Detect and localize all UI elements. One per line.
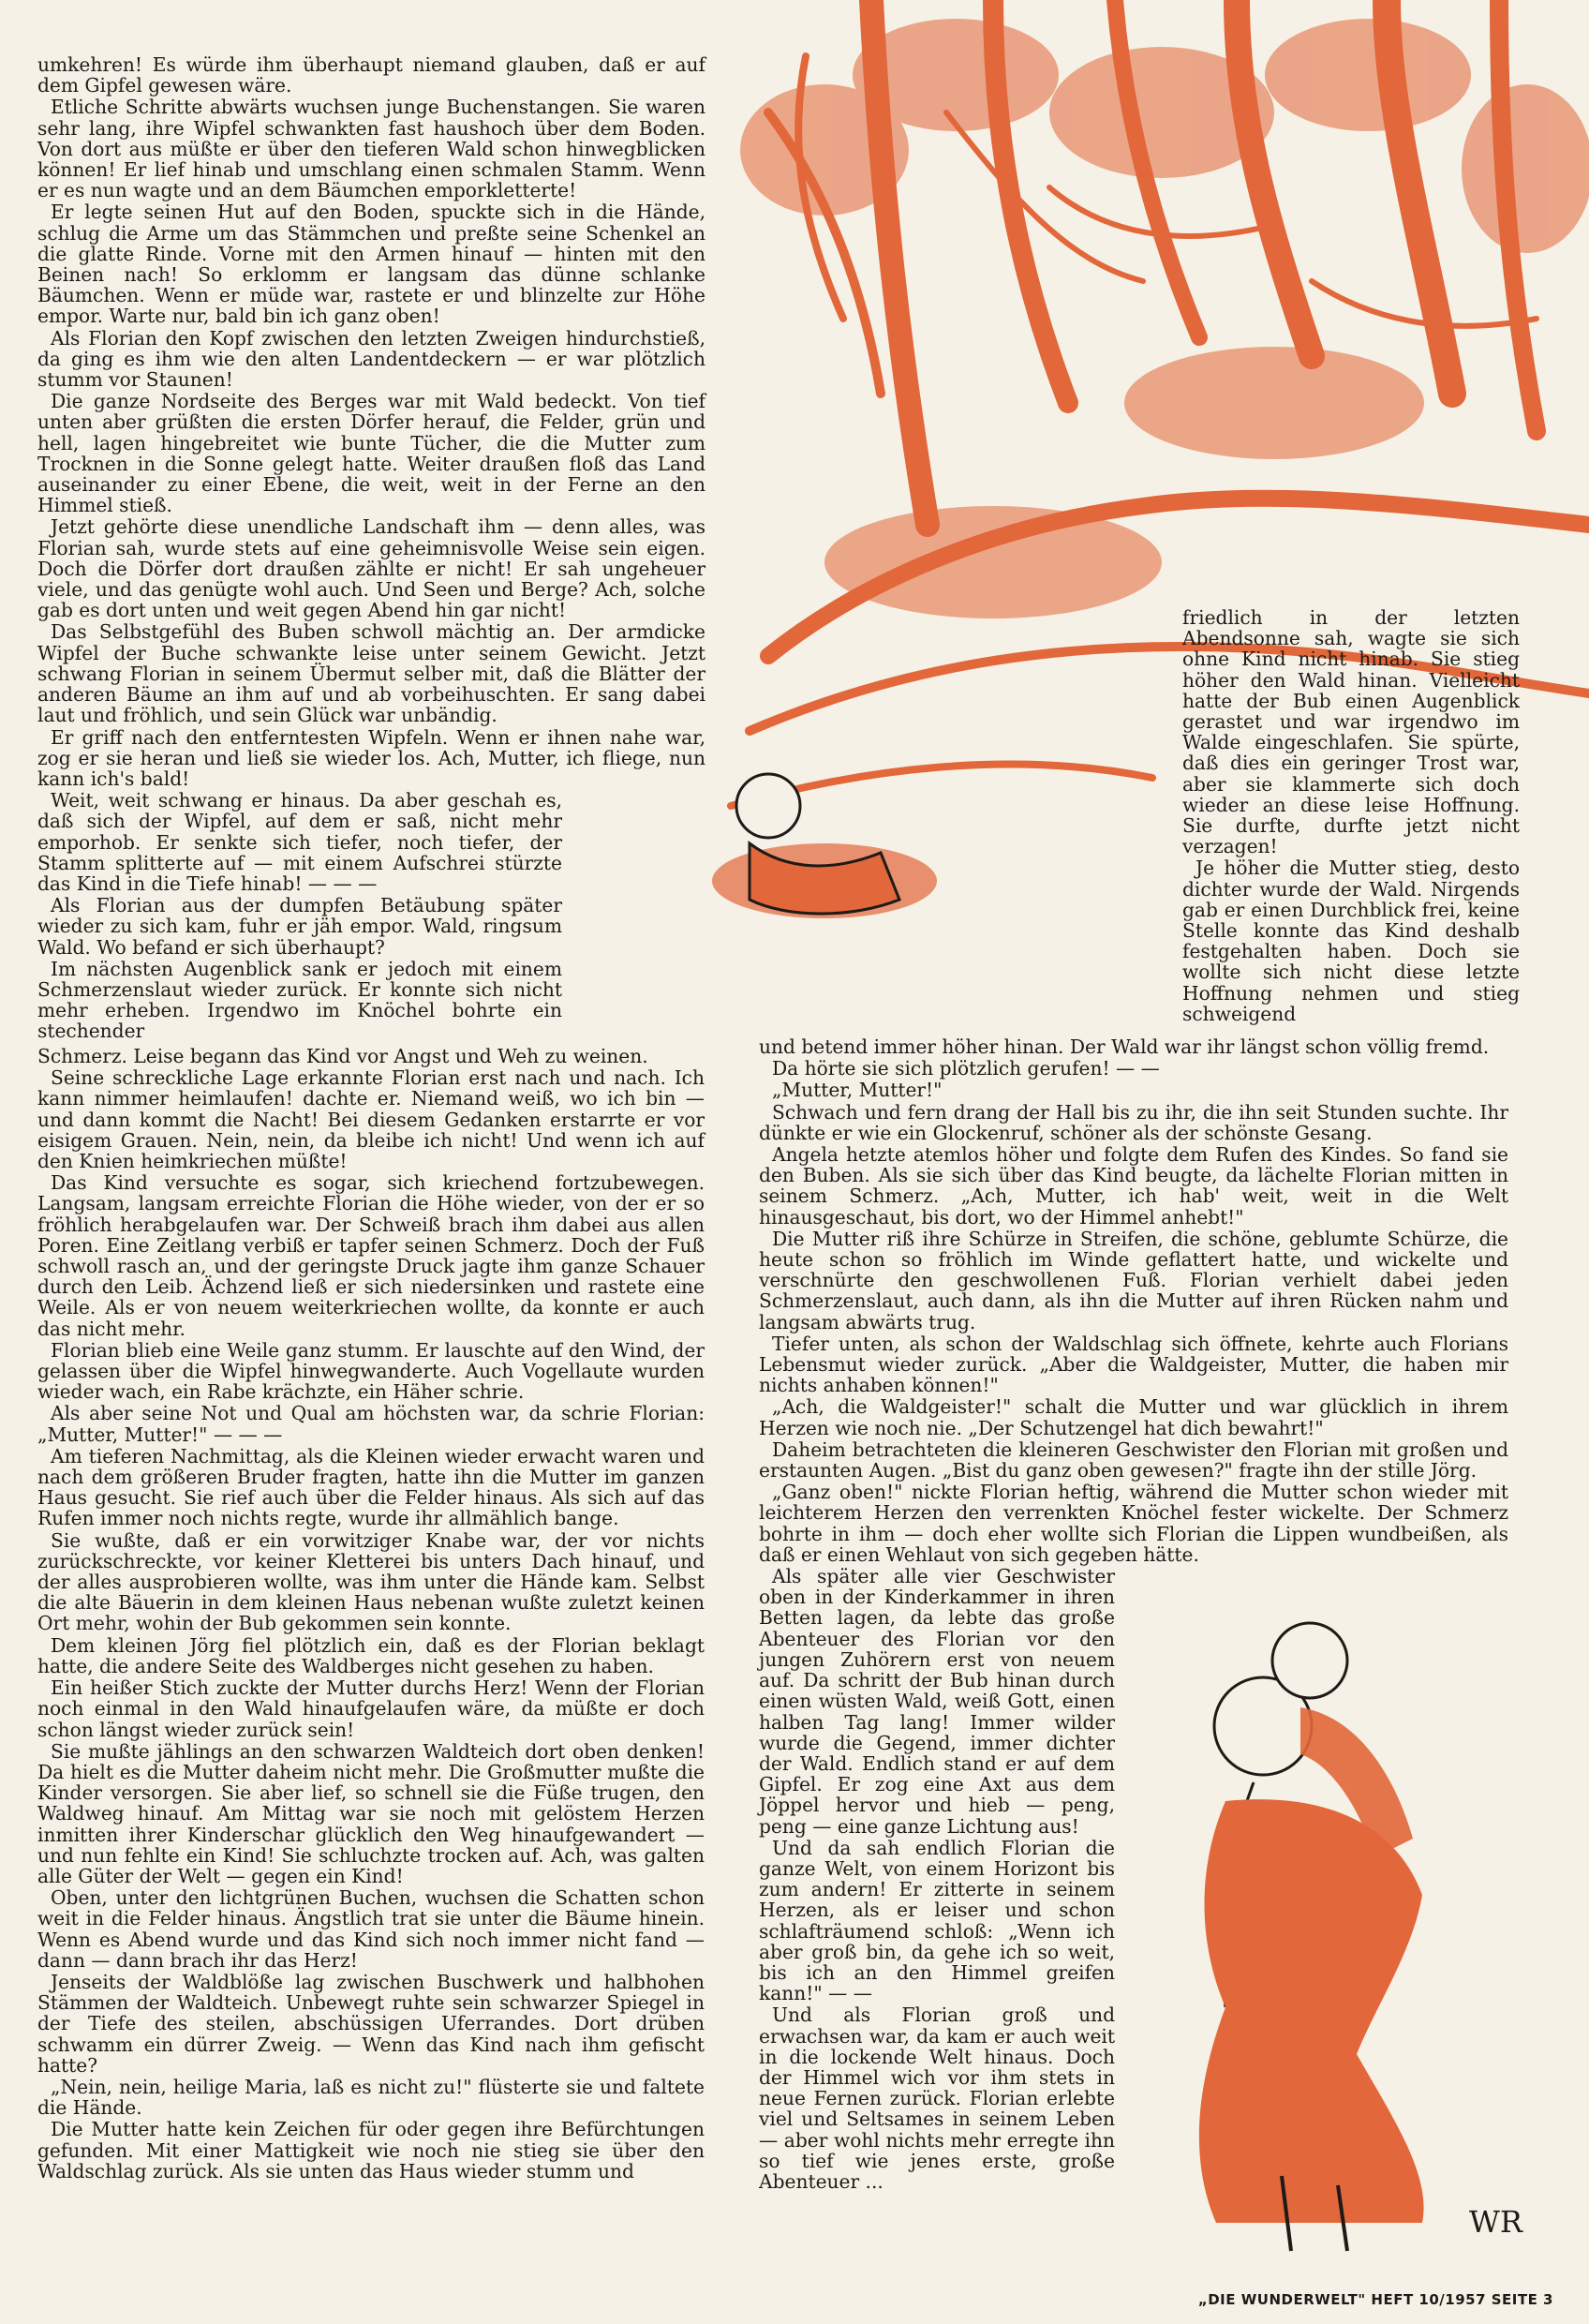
paragraph: Als später alle vier Geschwister oben in der Kinderkammer in ihren Betten lagen, da lebte das große Abenteuer des Florian vor den jungen Zuhörern erst von neuem auf. Da schritt der Bub hinan durch einen wüsten Wald, weiß Gott, einen halben Tag lang! Immer wilder wurde die Gegend, immer dichter der Wald. Endlich stand er auf dem Gipfel. Er zog eine Axt aus dem Jöppel hervor und hieb — peng, peng — eine ganze Lichtung aus!	[759, 1565, 1115, 1838]
left-column	[37, 54, 705, 1043]
paragraph: „Ach, die Waldgeister!" schalt die Mutter und war glücklich in ihrem Herzen wie noch nie. „Der Schutzengel hat dich bewahrt!"	[759, 1395, 1508, 1439]
paragraph: Ein heißer Stich zuckte der Mutter durchs Herz! Wenn der Florian noch einmal in den Wald hinaufgelaufen wäre, da müßte er doch schon längst wieder zurück sein!	[37, 1676, 705, 1741]
paragraph: Im nächsten Augenblick sank er jedoch mit einem Schmerzenslaut wieder zurück. Er konnte sich nicht mehr erheben. Irgendwo im Knöchel bohrte ein stechender	[37, 957, 562, 1043]
paragraph: Schmerz. Leise begann das Kind vor Angst und Weh zu weinen.	[37, 1045, 648, 1067]
page-footer: „DIE WUNDERWELT" HEFT 10/1957 SEITE 3	[1197, 2291, 1553, 2308]
paragraph: und betend immer höher hinan. Der Wald war ihr längst schon völlig fremd.	[759, 1035, 1490, 1058]
paragraph: Dem kleinen Jörg fiel plötzlich ein, daß es der Florian beklagt hatte, die andere Seite des Waldberges nicht gesehen zu haben.	[37, 1633, 705, 1677]
paragraph: Tiefer unten, als schon der Waldschlag sich öffnete, kehrte auch Florians Lebensmut wieder zurück. „Aber die Waldgeister, Mutter, die haben mir nichts anhaben können!"	[759, 1332, 1508, 1397]
paragraph: Jetzt gehörte diese unendliche Landschaft ihm — denn alles, was Florian sah, wurde stets auf eine geheimnisvolle Weise sein eigen. Doch die Dörfer dort draußen zählte er nicht! Er sah ungeheuer viele, und das genügte wohl auch. Und Seen und Berge? Ach, solche gab es dort unten und weit gegen Abend hin gar nicht!	[37, 515, 705, 622]
artist-signature: WR	[1469, 2204, 1522, 2240]
paragraph: Seine schreckliche Lage erkannte Florian erst nach und nach. Ich kann nimmer heimlaufen! dachte er. Niemand weiß, wo ich bin — und dann kommt die Nacht! Bei diesem Gedanken erstarrte er vor eisigem Grauen. Nein, nein, da bleibe ich nicht! Und wenn ich auf den Knien heimkriechen müßte!	[37, 1066, 705, 1173]
wide-right-column	[759, 1036, 1508, 2193]
paragraph: Als aber seine Not und Qual am höchsten war, da schrie Florian: „Mutter, Mutter!" — — —	[37, 1402, 705, 1446]
paragraph: Am tieferen Nachmittag, als die Kleinen wieder erwacht waren und nach dem größeren Bruder fragten, hatte ihn die Mutter im ganzen Haus gesucht. Sie rief auch über die Felder hinaus. Als sich auf das Rufen immer noch nichts regte, wurde ihr allmählich bange.	[37, 1444, 705, 1530]
paragraph: Etliche Schritte abwärts wuchsen junge Buchenstangen. Sie waren sehr lang, ihre Wipfel schwankten fast haushoch über dem Boden. Von dort aus müßte er über den tieferen Wald schon hinwegblicken können! Er lief hinab und umschlang einen schmalen Stamm. Wenn er es nun wagte und an dem Bäumchen emporkletterte!	[37, 96, 705, 202]
paragraph: Schwach und fern drang der Hall bis zu ihr, die ihn seit Stunden suchte. Ihr dünkte er wie ein Glockenruf, schöner als der schönste Gesang.	[759, 1100, 1508, 1144]
paragraph: Angela hetzte atemlos höher und folgte dem Rufen des Kindes. So fand sie den Buben. Als sie sich über das Kind beugte, da lächelte Florian mitten in seinem Schmerz. „Ach, Mutter, ich hab' weit, weit in die Welt hinausgeschaut, bis dort, wo der Himmel anhebt!"	[759, 1143, 1508, 1229]
paragraph: Er legte seinen Hut auf den Boden, spuckte sich in die Hände, schlug die Arme um das Stämmchen und preßte seine Schenkel an die glatte Rinde. Vorne mit den Armen hinauf — hinten mit den Beinen nach! So erklomm er langsam das dünne schlanke Bäumchen. Wenn er müde war, rastete er und blinzelte zur Höhe empor. Warte nur, bald bin ich ganz oben!	[37, 201, 705, 328]
paragraph: Weit, weit schwang er hinaus. Da aber geschah es, daß sich der Wipfel, auf dem er saß, nicht mehr emporhob. Er senkte sich tiefer, noch tiefer, der Stamm splitterte auf — mit einem Aufschrei stürzte das Kind in die Tiefe hinab! — — —	[37, 789, 562, 895]
paragraph: Er griff nach den entferntesten Wipfeln. Wenn er ihnen nahe war, zog er sie heran und ließ sie wieder los. Ach, Mutter, ich fliege, nun kann ich's bald!	[37, 725, 705, 790]
paragraph: umkehren! Es würde ihm überhaupt niemand glauben, daß er auf dem Gipfel gewesen wäre.	[37, 53, 705, 97]
paragraph: „Ganz oben!" nickte Florian heftig, während die Mutter schon wieder mit leichterem Herzen den verrenkten Knöchel fester wickelte. Der Schmerz bohrte in ihm — doch eher wollte sich Florian die Lippen wundbeißen, als daß er einen Wehlaut von sich gegeben hätte.	[759, 1481, 1508, 1566]
paragraph: Sie wußte, daß er ein vorwitziger Knabe war, der vor nichts zurückschreckte, vor keiner Kletterei bis unters Dach hinauf, und der alles ausprobieren wollte, was ihm unter die Hände kam. Selbst die alte Bäuerin in dem kleinen Haus nebenan wußte zuletzt keinen Ort mehr, wohin der Bub gekommen sein konnte.	[37, 1528, 705, 1635]
paragraph: Die ganze Nordseite des Berges war mit Wald bedeckt. Von tief unten aber grüßten die ersten Dörfer herauf, die Felder, grün und hell, lagen hingebreitet wie bunte Tücher, die die Mutter zum Trocknen in die Sonne gelegt hatte. Weiter draußen floß das Land auseinander zu einer Ebene, die weit, weit in der Ferne an den Himmel stieß.	[37, 390, 705, 517]
paragraph: friedlich in der letzten Abendsonne sah, wagte sie sich ohne Kind nicht hinab. Sie stieg höher den Wald hinan. Vielleicht hatte der Bub einen Augenblick gerastet und war irgendwo im Walde eingeschlafen. Sie spürte, daß dies ein geringer Trost war, aber sie klammerte sich doch wieder an diese leise Hoffnung. Sie durfte, durfte jetzt nicht verzagen!	[1182, 606, 1520, 858]
paragraph: Jenseits der Waldblöße lag zwischen Buschwerk und halbhohen Stämmen der Waldteich. Unbewegt ruhte sein schwarzer Spiegel in der Tiefe des steilen, abschüssigen Uferrandes. Dort drüben schwamm ein dürrer Zweig. — Wenn das Kind nach ihm gefischt hatte?	[37, 1970, 705, 2077]
paragraph: „Mutter, Mutter!"	[772, 1079, 943, 1102]
paragraph: Und als Florian groß und erwachsen war, da kam er auch weit in die lockende Welt hinaus. Doch der Himmel wich vor ihm stets in neue Fernen zurück. Florian erlebte viel und Seltsames in seinem Leben — aber wohl nichts mehr erregte ihn so tief wie jenes erste, große Abenteuer ...	[759, 2004, 1115, 2193]
paragraph: Das Selbstgefühl des Buben schwoll mächtig an. Der armdicke Wipfel der Buche schwankte leise unter seinem Gewicht. Jetzt schwang Florian in seinem Übermut selber mit, daß die Blätter der anderen Bäume an ihm auf und ab vorbeihuschten. Er sang dabei laut und fröhlich, und sein Glück war unbändig.	[37, 620, 705, 727]
paragraph: Florian blieb eine Weile ganz stumm. Er lauschte auf den Wind, der gelassen über die Wipfel hinwegwanderte. Auch Vogellaute wurden wieder wach, ein Rabe krächzte, ein Häher schrie.	[37, 1338, 705, 1404]
paragraph: Oben, unter den lichtgrünen Buchen, wuchsen die Schatten schon weit in die Felder hinaus. Ängstlich trat sie unter die Bäume hinein. Wenn es Abend wurde und das Kind sich noch immer nicht fand — dann — dann brach ihr das Herz!	[37, 1886, 705, 1972]
paragraph: Daheim betrachteten die kleineren Geschwister den Florian mit großen und erstaunten Augen. „Bist du ganz oben gewesen?" fragte ihn der stille Jörg.	[759, 1438, 1508, 1482]
paragraph: Und da sah endlich Florian die ganze Welt, von einem Horizont bis zum andern! Er zitterte in seinem Herzen, als er leiser und schon schlafträumend schloß: „Wenn ich aber groß bin, da gehe ich so weit, bis ich an den Himmel greifen kann!" — —	[759, 1836, 1115, 2005]
boy-lying-figure	[712, 774, 937, 918]
paragraph: Als Florian den Kopf zwischen den letzten Zweigen hindurchstieß, da ging es ihm wie den alten Landentdeckern — er war plötzlich stumm vor Staunen!	[37, 326, 705, 392]
paragraph: Je höher die Mutter stieg, desto dichter wurde der Wald. Nirgends gab er einen Durchblick frei, keine Stelle konnte das Kind deshalb festgehalten haben. Doch sie wollte sich nicht diese letzte Hoffnung nehmen und stieg schweigend	[1182, 857, 1520, 1025]
paragraph: „Nein, nein, heilige Maria, laß es nicht zu!" flüsterte sie und faltete die Hände.	[37, 2075, 705, 2120]
paragraph: Das Kind versuchte es sogar, sich kriechend fortzubewegen. Langsam, langsam erreichte Florian die Höhe wieder, von der er so fröhlich herabgelaufen war. Der Schweiß brach ihm dabei aus allen Poren. Eine Zeitlang verbiß er tapfer seinen Schmerz. Doch der Fuß schwoll rasch an, und der geringste Druck jagte ihm ganze Schauer durch den Leib. Ächzend ließ er sich niedersinken und rastete eine Weile. Als er von neuem weiterkriechen wollte, da konnte er auch das nicht mehr.	[37, 1171, 705, 1340]
paragraph: Da hörte sie sich plötzlich gerufen! — —	[772, 1057, 1160, 1080]
paragraph: Sie mußte jählings an den schwarzen Waldteich dort oben denken! Da hielt es die Mutter daheim nicht mehr. Die Großmutter mußte die Kinder versorgen. Sie aber lief, so schnell sie die Füße trugen, den Waldweg hinauf. Am Mittag war sie noch mit gelöstem Herzen inmitten ihrer Kinderschar glücklich den Weg hinaufgewandert — und nun fehlte ein Kind! Sie schluchzte trocken auf. Ach, was galten alle Güter der Welt — gegen ein Kind!	[37, 1739, 705, 1887]
middle-column	[1182, 607, 1520, 1025]
paragraph: Die Mutter riß ihre Schürze in Streifen, die schöne, geblumte Schürze, die heute schon so fröhlich im Winde geflattert hatte, und wickelte und verschnürte den geschwollenen Fuß. Florian verhielt dabei jeden Schmerzenslaut, auch dann, als ihn die Mutter auf ihren Rücken nahm und langsam abwärts trug.	[759, 1227, 1508, 1333]
left-bottom-column	[37, 1046, 705, 2182]
paragraph: Die Mutter hatte kein Zeichen für oder gegen ihre Befürchtungen gefunden. Mit einer Mattigkeit wie noch nie stieg sie über den Waldschlag zurück. Als sie unten das Haus wieder stumm und	[37, 2118, 705, 2182]
paragraph: Als Florian aus der dumpfen Betäubung später wieder zu sich kam, fuhr er jäh empor. Wald, ringsum Wald. Wo befand er sich überhaupt?	[37, 894, 562, 959]
